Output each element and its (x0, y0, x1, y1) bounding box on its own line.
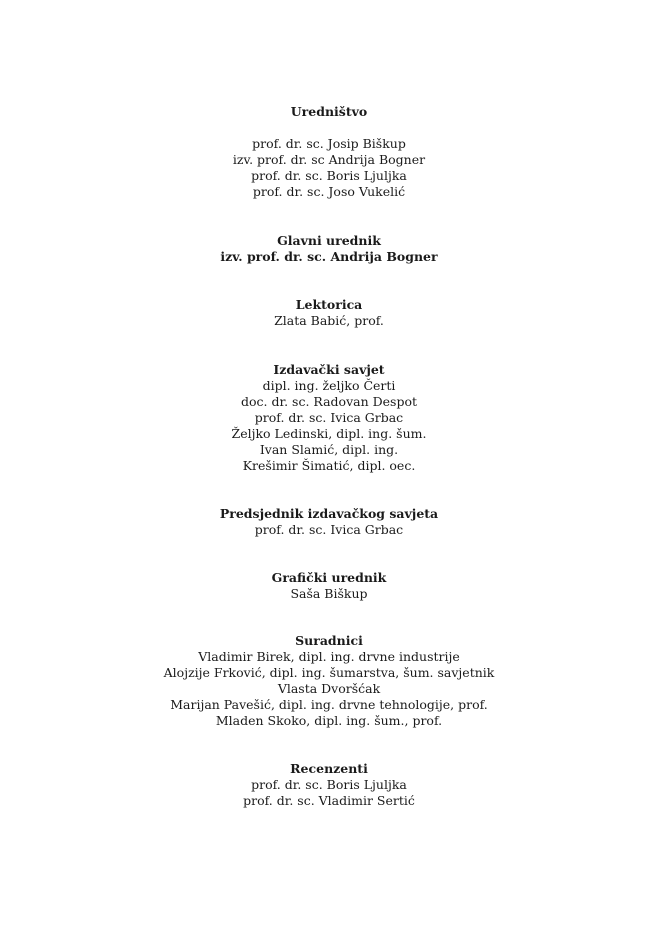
section-heading: Recenzenti (290, 761, 368, 776)
section-heading: Lektorica (295, 297, 363, 312)
section-heading: Izdavački savjet (273, 362, 385, 377)
section-line: prof. dr. sc. Ivica Grbac (254, 522, 404, 537)
section-line: Željko Ledinski, dipl. ing. šum. (231, 426, 427, 441)
section-line: prof. dr. sc. Vladimir Sertić (243, 793, 415, 808)
section-council-president (0, 506, 658, 538)
section-line: izv. prof. dr. sc Andrija Bogner (232, 152, 426, 167)
section-line: doc. dr. sc. Radovan Despot (241, 394, 417, 409)
section-line: Vlasta Dvoršćak (277, 681, 381, 696)
section-line: Vladimir Birek, dipl. ing. drvne industrije (198, 649, 460, 664)
section-heading: Suradnici (295, 633, 363, 648)
section-heading: Glavni urednik (277, 233, 381, 248)
section-proofreader (0, 297, 658, 329)
section-line: Marijan Pavešić, dipl. ing. drvne tehnologije, prof. (170, 697, 488, 712)
section-line-bold: izv. prof. dr. sc. Andrija Bogner (220, 249, 438, 264)
section-contributors (0, 633, 658, 729)
section-heading: Predsjednik izdavačkog savjeta (219, 506, 439, 521)
section-line: Saša Biškup (290, 586, 368, 601)
section-heading: Uredništvo (290, 104, 368, 119)
section-heading: Grafički urednik (271, 570, 387, 585)
section-line: prof. dr. sc. Josip Biškup (252, 136, 406, 151)
section-graphic-editor (0, 570, 658, 602)
section-editor-in-chief (0, 233, 658, 265)
section-line: dipl. ing. željko Čerti (262, 378, 396, 393)
section-publishing-council (0, 362, 658, 474)
section-line: prof. dr. sc. Boris Ljuljka (251, 777, 407, 792)
section-line: Ivan Slamić, dipl. ing. (259, 442, 399, 457)
section-line: Zlata Babić, prof. (274, 313, 384, 328)
section-line: Mladen Skoko, dipl. ing. šum., prof. (215, 713, 443, 728)
section-line: prof. dr. sc. Ivica Grbac (254, 410, 404, 425)
section-editorial-board (0, 104, 658, 200)
section-line: Krešimir Šimatić, dipl. oec. (242, 458, 416, 473)
section-line: Alojzije Frković, dipl. ing. šumarstva, šum. savjetnik (163, 665, 495, 680)
section-line: prof. dr. sc. Boris Ljuljka (251, 168, 407, 183)
section-reviewers (0, 761, 658, 809)
section-line: prof. dr. sc. Joso Vukelić (252, 184, 406, 199)
